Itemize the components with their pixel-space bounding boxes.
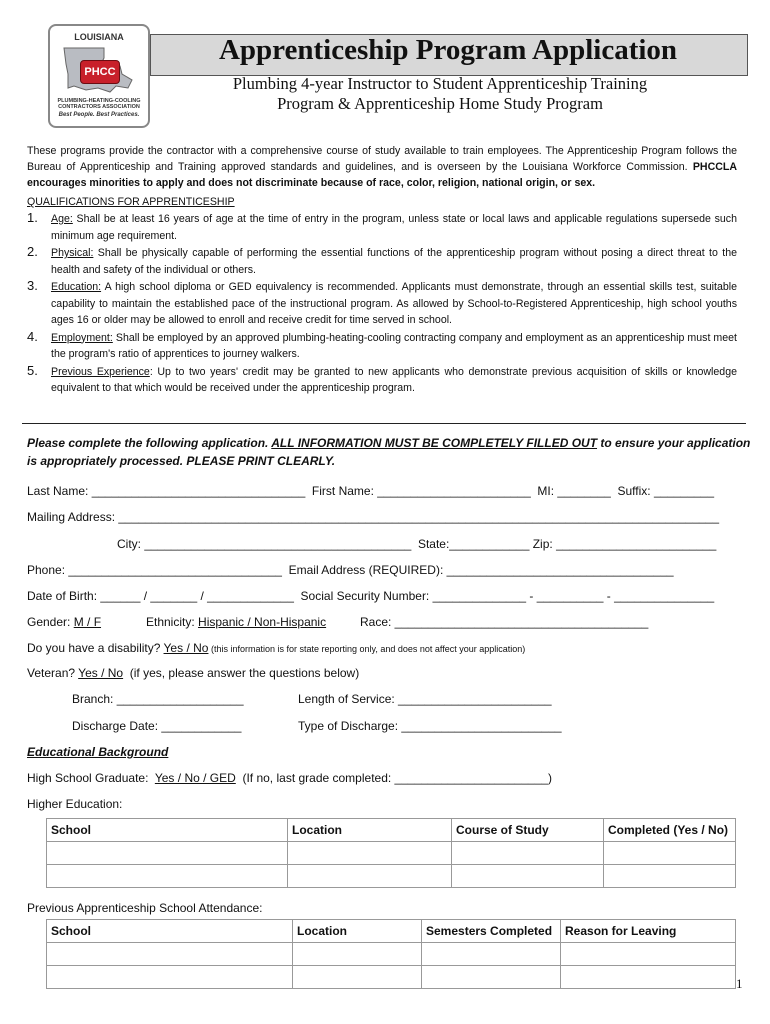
race-field[interactable]: Race: ______________________________________ (360, 615, 649, 629)
previous-apprenticeship-label: Previous Apprenticeship School Attendance: (27, 901, 263, 915)
subtitle-line-1: Plumbing 4-year Instructor to Student Apprenticeship Training (232, 74, 648, 93)
length-of-service-field[interactable]: Length of Service: _______________________ (298, 692, 552, 706)
table-cell[interactable] (293, 966, 422, 989)
dob-ssn-row[interactable]: Date of Birth: ______ / _______ / _____________ Social Security Number: ______________ - __________ - _______________ (27, 589, 715, 603)
table-cell[interactable] (452, 842, 604, 865)
table-cell[interactable] (47, 966, 293, 989)
table-header-cell: Location (288, 819, 452, 842)
logo-state-text: LOUISIANA (74, 32, 124, 42)
name-row[interactable]: Last Name: ________________________________ First Name: _______________________ MI: ________ Suffix: _________ (27, 484, 715, 498)
table-cell[interactable] (47, 865, 288, 888)
table-header-cell: Reason for Leaving (561, 920, 736, 943)
intro-paragraph: These programs provide the contractor with a comprehensive course of study available to train employees. The Apprenticeship Program follows the Bureau of Apprenticeship and Training approved standards and guidelines, and is overseen by the Louisiana Workforce Commission. PHCCLA encourages minorities to apply and does not discriminate because of race, color, religion, national origin, or sex. (27, 145, 737, 189)
table-header-row (47, 819, 736, 842)
gender-field[interactable]: Gender: M / F (27, 615, 102, 629)
page-number: 1 (736, 976, 743, 991)
table-cell[interactable] (288, 865, 452, 888)
high-school-field[interactable]: High School Graduate: Yes / No / GED (If no, last grade completed: _______________________) (27, 771, 553, 785)
page-subtitle (170, 74, 710, 114)
logo-badge: PHCC (80, 60, 120, 84)
table-row[interactable] (47, 842, 736, 865)
logo-motto: Best People. Best Practices. (58, 112, 140, 118)
discharge-date-field[interactable]: Discharge Date: ____________ (72, 719, 242, 733)
table-cell[interactable] (288, 842, 452, 865)
apprenticeship-table (46, 919, 736, 989)
qualification-item: 3. Education: A high school diploma or GED equivalency is recommended. Applicants must demonstrate, through an essential skills test, suitable capability to maintain the established pace of the instructional program. As allowed by School-to-Registered Apprenticeship, high school youths ages 16 or older may be allowed to enroll and receive credit for time served in school. (27, 278, 737, 326)
table-row[interactable] (47, 966, 736, 989)
discharge-type-field[interactable]: Type of Discharge: ________________________ (298, 719, 562, 733)
table-cell[interactable] (604, 865, 736, 888)
phone-email-row[interactable]: Phone: ________________________________ Email Address (REQUIRED): __________________________________ (27, 563, 674, 577)
ethnicity-field[interactable]: Ethnicity: Hispanic / Non-Hispanic (146, 615, 327, 629)
table-cell[interactable] (561, 943, 736, 966)
phcc-logo (48, 24, 150, 128)
table-header-row (47, 920, 736, 943)
table-header-cell: Course of Study (452, 819, 604, 842)
qualifications-list (27, 211, 737, 398)
table-header-cell: Semesters Completed (422, 920, 561, 943)
table-cell[interactable] (47, 842, 288, 865)
qualification-item: 2. Physical: Shall be physically capable of performing the essential functions of the apprenticeship program without posing a direct threat to the health and safety of the individual or others. (27, 244, 737, 276)
table-header-cell: School (47, 920, 293, 943)
table-cell[interactable] (422, 943, 561, 966)
qualification-item: 1. Age: Shall be at least 16 years of age at the time of entry in the program, unless state or local laws and applicable regulations supersede such minimum age requirement. (27, 210, 737, 242)
qualification-item: 5. Previous Experience: Up to two years' credit may be granted to new applicants who demonstrate previous acquisition of skills or knowledge equivalent to that which would be received under the apprenticeship program. (27, 362, 737, 394)
instructions: Please complete the following application. ALL INFORMATION MUST BE COMPLETELY FILLED OUT to ensure your application is appropriately processed. PLEASE PRINT CLEARLY. (27, 436, 751, 468)
higher-education-table (46, 818, 736, 888)
logo-association: PLUMBING-HEATING-COOLING CONTRACTORS ASSOCIATION (57, 98, 141, 110)
subtitle-line-2: Program & Apprenticeship Home Study Program (277, 94, 603, 113)
city-state-zip-row[interactable]: City: ________________________________________ State:____________ Zip: ________________________ (117, 537, 717, 551)
table-cell[interactable] (47, 943, 293, 966)
table-header-cell: Location (293, 920, 422, 943)
branch-field[interactable]: Branch: ___________________ (72, 692, 244, 706)
mailing-address-row[interactable]: Mailing Address: __________________________________________________________________________________________ (27, 510, 720, 524)
table-row[interactable] (47, 865, 736, 888)
table-cell[interactable] (293, 943, 422, 966)
section-divider (22, 423, 746, 424)
higher-education-label: Higher Education: (27, 797, 123, 811)
disability-field[interactable]: Do you have a disability? Yes / No (this information is for state reporting only, and does not affect your application) (27, 641, 526, 655)
education-heading: Educational Background (27, 745, 169, 759)
table-cell[interactable] (452, 865, 604, 888)
qualification-item: 4. Employment: Shall be employed by an approved plumbing-heating-cooling contracting company and employment as an apprenticeship must meet the program's ratio of apprentices to journey walkers. (27, 328, 737, 360)
table-row[interactable] (47, 943, 736, 966)
table-cell[interactable] (604, 842, 736, 865)
table-header-cell: Completed (Yes / No) (604, 819, 736, 842)
page-title: Apprenticeship Program Application (218, 34, 678, 66)
table-cell[interactable] (561, 966, 736, 989)
qualifications-heading: QUALIFICATIONS FOR APPRENTICESHIP (27, 196, 235, 208)
veteran-field[interactable]: Veteran? Yes / No (if yes, please answer the questions below) (27, 666, 360, 680)
table-header-cell: School (47, 819, 288, 842)
table-cell[interactable] (422, 966, 561, 989)
